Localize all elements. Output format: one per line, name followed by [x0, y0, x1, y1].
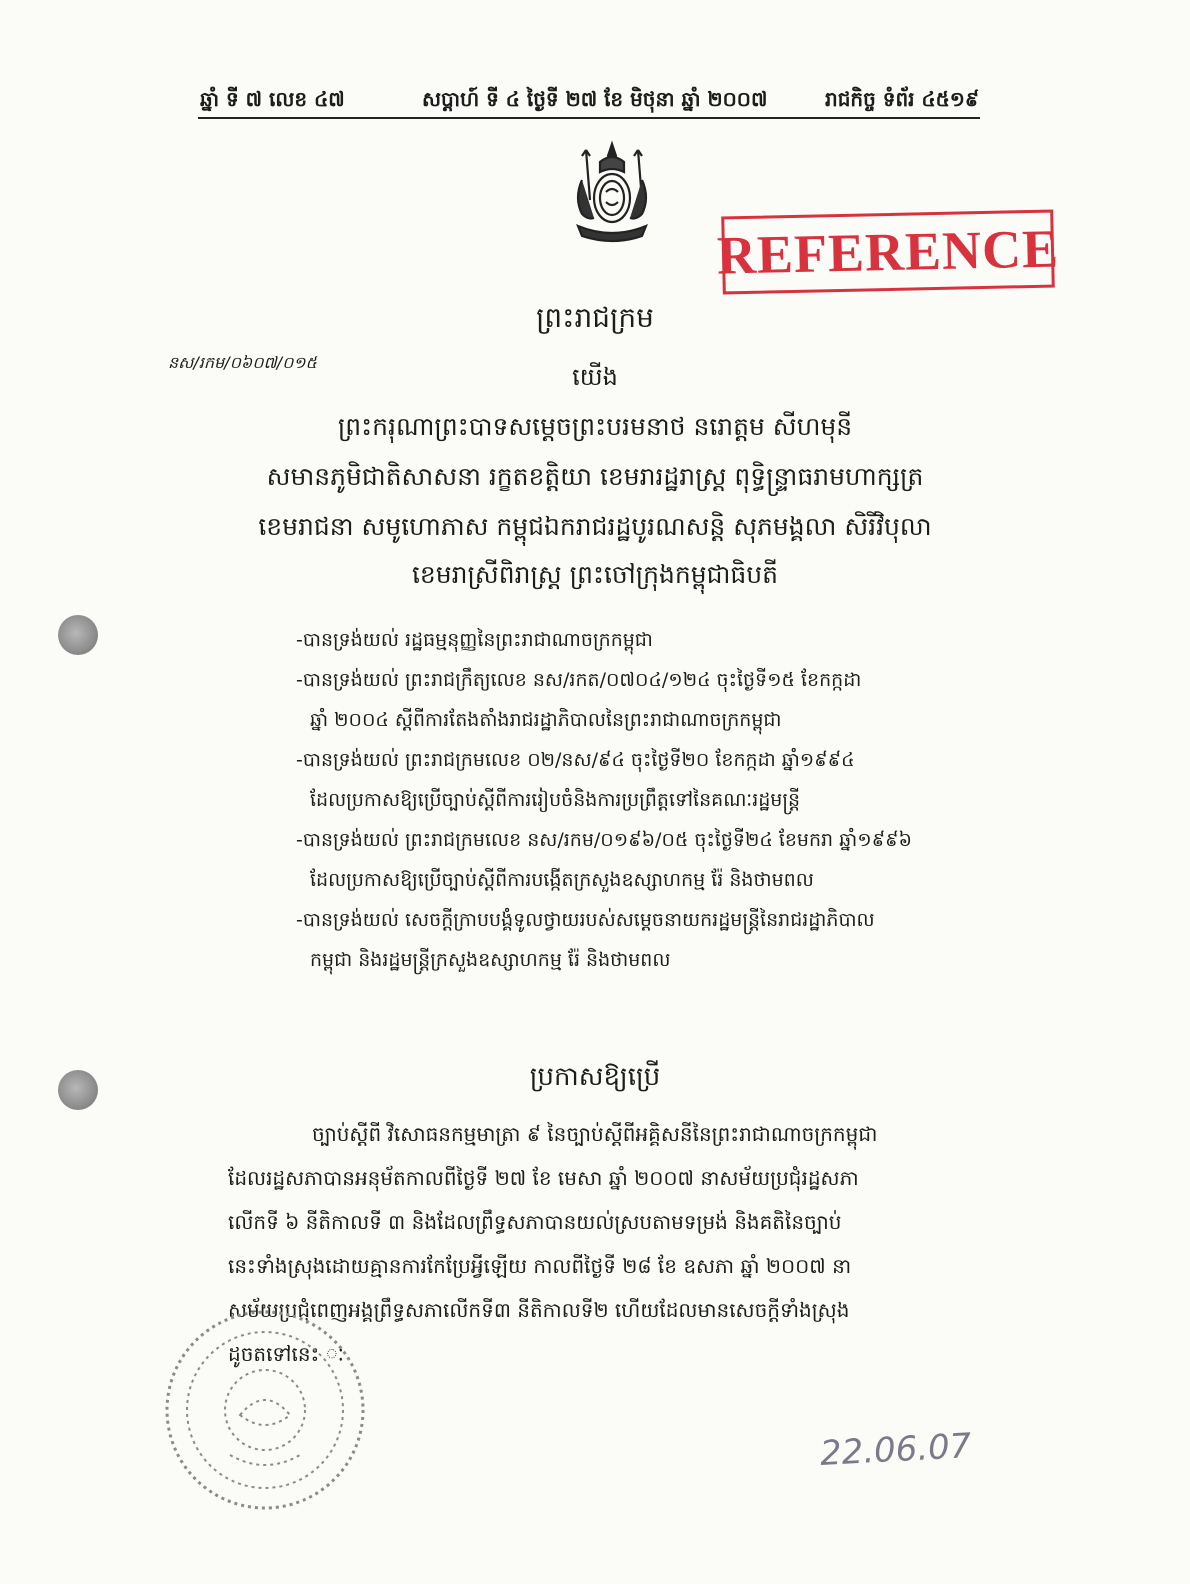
king-title-line-3: ខេមរាជនា សមូហោភាស កម្ពុជឯករាជរដ្ឋបូរណសន្តិ សុភមង្គលា សិរីវិបុលា	[258, 512, 932, 541]
considerations-list	[296, 620, 1056, 980]
king-title-line-2: សមានភូមិជាតិសាសនា រក្ខតខត្តិយា ខេមរារដ្ឋរាស្ត្រ ពុទ្ធិន្ទ្រាធរាមហាក្សត្រ	[266, 462, 924, 491]
consideration-item-continued: ឆ្នាំ ២០០៤ ស្តីពីការតែងតាំងរាជរដ្ឋាភិបាលនៃព្រះរាជាណាចក្រកម្ពុជា	[310, 709, 782, 731]
body-line: លើកទី ៦ នីតិកាលទី ៣ និងដែលព្រឹទ្ធសភាបានយល់ស្របតាមទម្រង់ និងគតិនៃច្បាប់	[228, 1210, 842, 1234]
king-title-line-4: ខេមរាស្រីពិរាស្ត្រ ព្រះចៅក្រុងកម្ពុជាធិបតី	[411, 560, 779, 589]
issue-number: ឆ្នាំ ទី ៧ លេខ ៤៧	[200, 87, 345, 111]
punch-hole	[58, 1070, 98, 1110]
consideration-item: -បានទ្រង់យល់ ព្រះរាជក្រឹត្យលេខ នស/រកត/០៧០៤/១២៤ ចុះថ្ងៃទី១៥ ខែកក្កដា	[296, 669, 862, 691]
official-seal-icon	[160, 1305, 370, 1515]
body-line: នេះទាំងស្រុងដោយគ្មានការកែប្រែអ្វីឡើយ កាលពីថ្ងៃទី ២៨ ខែ ឧសភា ឆ្នាំ ២០០៧ នា	[228, 1254, 852, 1278]
reference-number: នស/រកម/០៦០៧/០១៥	[168, 353, 317, 372]
consideration-item: -បានទ្រង់យល់ រដ្ឋធម្មនុញ្ញនៃព្រះរាជាណាចក្រកម្ពុជា	[296, 629, 653, 651]
body-line: ដូចតទៅនេះ ៈ	[228, 1342, 344, 1366]
document-title: ព្រះរាជក្រម	[536, 301, 654, 334]
punch-hole	[58, 615, 98, 655]
consideration-item-continued: ដែលប្រកាសឱ្យប្រើច្បាប់ស្តីពីការរៀបចំនិងការប្រព្រឹត្តទៅនៃគណៈរដ្ឋមន្ត្រី	[310, 789, 801, 811]
consideration-item: -បានទ្រង់យល់ ព្រះរាជក្រមលេខ នស/រកម/០១៩៦/០៥ ចុះថ្ងៃទី២៤ ខែមករា ឆ្នាំ១៩៩៦	[296, 829, 912, 851]
handwritten-date: 22.06.07	[819, 1426, 973, 1474]
consideration-item: -បានទ្រង់យល់ សេចក្តីក្រាបបង្គំទូលថ្វាយរបស់សម្តេចនាយករដ្ឋមន្ត្រីនៃរាជរដ្ឋាភិបាល	[296, 909, 875, 931]
gazette-header	[200, 86, 980, 116]
consideration-item-continued: កម្ពុជា និងរដ្ឋមន្ត្រីក្រសួងឧស្សាហកម្ម រ៉ែ និងថាមពល	[310, 949, 671, 971]
consideration-item: -បានទ្រង់យល់ ព្រះរាជក្រមលេខ ០២/នស/៩៤ ចុះថ្ងៃទី២០ ខែកក្កដា ឆ្នាំ១៩៩៤	[296, 749, 855, 771]
body-line: ច្បាប់ស្តីពី វិសោធនកម្មមាត្រា ៩ នៃច្បាប់ស្តីពីអគ្គិសនីនៃព្រះរាជាណាចក្រកម្ពុជា	[312, 1122, 878, 1146]
consideration-item-continued: ដែលប្រកាសឱ្យប្រើច្បាប់ស្តីពីការបង្កើតក្រសួងឧស្សាហកម្ម រ៉ែ និងថាមពល	[310, 869, 814, 891]
royal-emblem-icon	[562, 140, 662, 248]
header-rule	[198, 117, 980, 119]
body-line: សម័យប្រជុំពេញអង្គព្រឹទ្ធសភាលើកទី៣ នីតិកាលទី២ ហើយដែលមានសេចក្តីទាំងស្រុង	[228, 1298, 850, 1322]
we-heading: យើង	[572, 363, 618, 391]
reference-stamp-text: REFERENCE	[716, 218, 1060, 286]
gazette-page: រាជកិច្ច ទំព័រ ៤៥១៩	[825, 87, 980, 111]
promulgate-heading: ប្រកាសឱ្យប្រើ	[529, 1062, 661, 1092]
reference-stamp	[716, 210, 1060, 295]
issue-date: សប្តាហ៍ ទី ៤ ថ្ងៃទី ២៧ ខែ មិថុនា ឆ្នាំ ២០០៧	[422, 87, 768, 111]
king-title-line-1: ព្រះករុណាព្រះបាទសម្តេចព្រះបរមនាថ នរោត្តម សីហមុនី	[337, 412, 853, 441]
body-line: ដែលរដ្ឋសភាបានអនុម័តកាលពីថ្ងៃទី ២៧ ខែ មេសា ឆ្នាំ ២០០៧ នាសម័យប្រជុំរដ្ឋសភា	[228, 1166, 859, 1190]
